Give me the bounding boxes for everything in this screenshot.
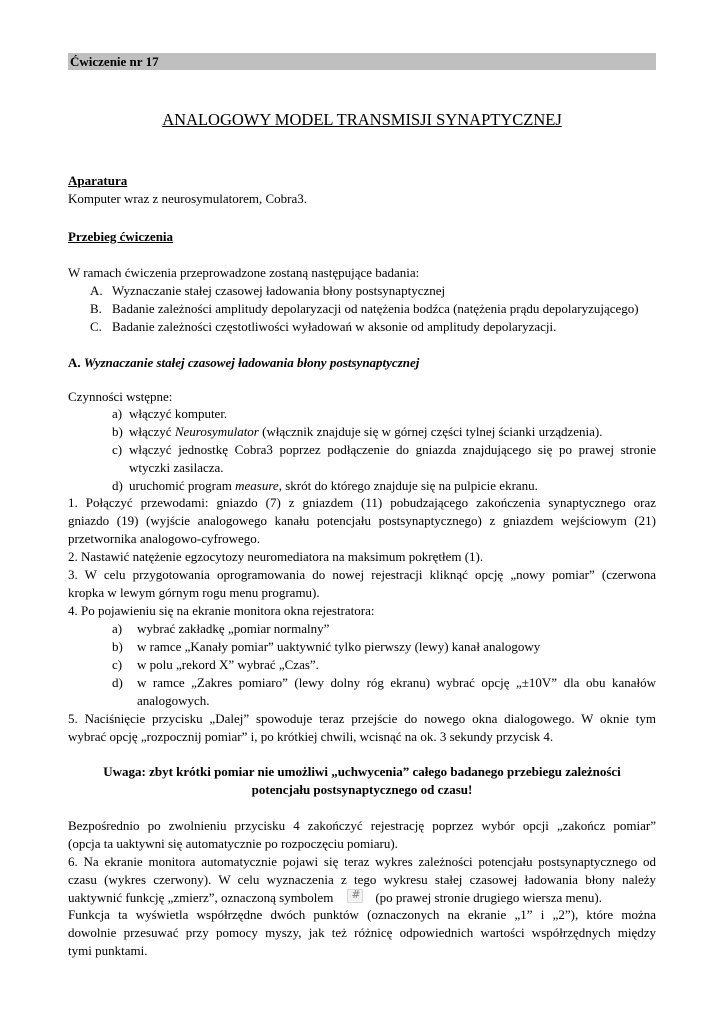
- przebieg-item-marker: A.: [90, 283, 103, 298]
- wstepne-marker: c): [112, 442, 123, 457]
- step-1-line: gniazdo (19) (wyjście analogowego kanału potencjału postsynaptycznego) z gniazdem wejściowym (21): [68, 513, 656, 528]
- step-4-item: w ramce „Kanały pomiar” uaktywnić tylko pierwszy (lewy) kanał analogowy: [137, 639, 541, 654]
- step-1-line: przetwornika analogowo-cyfrowego.: [68, 531, 261, 546]
- step-6-line: Funkcja ta wyświetla współrzędne dwóch punktów (oznaczonych na ekranie „1” i „2”), które można: [68, 907, 656, 922]
- przebieg-item: Wyznaczanie stałej czasowej ładowania błony postsynaptycznej: [112, 283, 446, 298]
- wstepne-item-a: włączyć komputer.: [129, 406, 228, 421]
- step-3-line: kropka w lewym górnym rogu menu programu).: [68, 585, 320, 600]
- step-3-line: 3. W celu przygotowania oprogramowania do nowej rejestracji kliknąć opcję „nowy pomiar” (czerwona: [68, 567, 656, 582]
- after-paragraph-line: (opcja ta uaktywni się automatycznie po rozpoczęciu pomiaru).: [68, 836, 398, 851]
- warning-line: Uwaga: zbyt krótki pomiar nie umożliwi „uchwycenia” całego badanego przebiegu zależności: [103, 764, 621, 779]
- after-paragraph-line: Bezpośrednio po zwolnieniu przycisku 4 zakończyć rejestrację poprzez wybór opcji „zakończ pomiar”: [68, 818, 656, 833]
- przebieg-item-marker: C.: [90, 319, 102, 334]
- wstepne-item-c-cont: wtyczki zasilacza.: [129, 460, 224, 475]
- wstepne-item-b: włączyć Neurosymulator (włącznik znajduje się w górnej części tylnej ścianki urządzenia).: [129, 424, 603, 439]
- step-4: 4. Po pojawieniu się na ekranie monitora okna rejestratora:: [68, 603, 375, 618]
- step-2: 2. Nastawić natężenie egzocytozy neuromediatora na maksimum pokrętłem (1).: [68, 549, 484, 564]
- step-4-item: w polu „rekord X” wybrać „Czas”.: [137, 657, 319, 672]
- step-6-line: uaktywnić funkcję „zmierz”, oznaczoną symbolem# (po prawej stronie drugiego wiersza menu).: [68, 889, 602, 906]
- step-4-marker: d): [112, 675, 123, 690]
- przebieg-item-marker: B.: [90, 301, 102, 316]
- step-4-marker: b): [112, 639, 123, 654]
- document-title: ANALOGOWY MODEL TRANSMISJI SYNAPTYCZNEJ: [162, 110, 562, 129]
- section-heading-przebieg: Przebieg ćwiczenia: [68, 229, 174, 244]
- step-5-line: wybrać opcję „rozpocznij pomiar” i, po krótkiej chwili, wcisnąć na ok. 3 sekundy przycisk 4.: [68, 729, 554, 744]
- exercise-header-bar: [68, 53, 656, 70]
- wstepne-marker: a): [112, 406, 123, 421]
- step-1-line: 1. Połączyć przewodami: gniazdo (7) z gniazdem (11) pobudzającego zakończenia synaptycznego oraz: [68, 495, 656, 510]
- warning-line: potencjału postsynaptycznego od czasu!: [251, 782, 473, 797]
- aparatura-text: Komputer wraz z neurosymulatorem, Cobra3.: [68, 191, 307, 206]
- step-4-item: wybrać zakładkę „pomiar normalny”: [137, 621, 330, 636]
- section-heading-aparatura: Aparatura: [68, 173, 128, 188]
- exercise-number: Ćwiczenie nr 17: [70, 54, 159, 69]
- przebieg-intro: W ramach ćwiczenia przeprowadzone zostaną następujące badania:: [68, 265, 420, 280]
- step-4-item-cont: analogowych.: [137, 693, 210, 708]
- step-4-marker: a): [112, 621, 123, 636]
- step-4-item: w ramce „Zakres pomiaro” (lewy dolny róg ekranu) wybrać opcję „±10V” dla obu kanałów: [137, 675, 656, 690]
- step-6-line: 6. Na ekranie monitora automatycznie pojawi się teraz wykres zależności potencjału postsynaptycznego od: [68, 854, 656, 869]
- przebieg-item: Badanie zależności amplitudy depolaryzacji od natężenia bodźca (natężenia prądu depolaryzującego): [112, 301, 639, 316]
- step-4-marker: c): [112, 657, 123, 672]
- measure-symbol-icon: [347, 889, 363, 903]
- wstepne-marker: d): [112, 478, 123, 493]
- step-6-line: czasu (wykres czerwony). W celu wyznaczenia z tego wykresu stałej czasowej ładowania błony należy: [68, 872, 656, 887]
- przebieg-item: Badanie zależności częstotliwości wyładowań w aksonie od amplitudy depolaryzacji.: [112, 319, 557, 334]
- section-a-heading: A. Wyznaczanie stałej czasowej ładowania błony postsynaptycznej: [68, 355, 420, 370]
- step-5-line: 5. Naciśnięcie przycisku „Dalej” spowoduje teraz przejście do nowego okna dialogowego. W oknie tym: [68, 711, 656, 726]
- wstepne-marker: b): [112, 424, 123, 439]
- wstepne-item-d: uruchomić program measure, skrót do którego znajduje się na pulpicie ekranu.: [129, 478, 538, 493]
- wstepne-heading: Czynności wstępne:: [68, 389, 173, 404]
- step-6-line: dowolnie przesuwać przy pomocy myszy, jak też różnicę odpowiednich wartości współrzędnych między: [68, 925, 656, 940]
- wstepne-item-c: włączyć jednostkę Cobra3 poprzez podłączenie do gniazda znajdującego się po prawej stronie: [129, 442, 656, 457]
- step-6-line: tymi punktami.: [68, 943, 148, 958]
